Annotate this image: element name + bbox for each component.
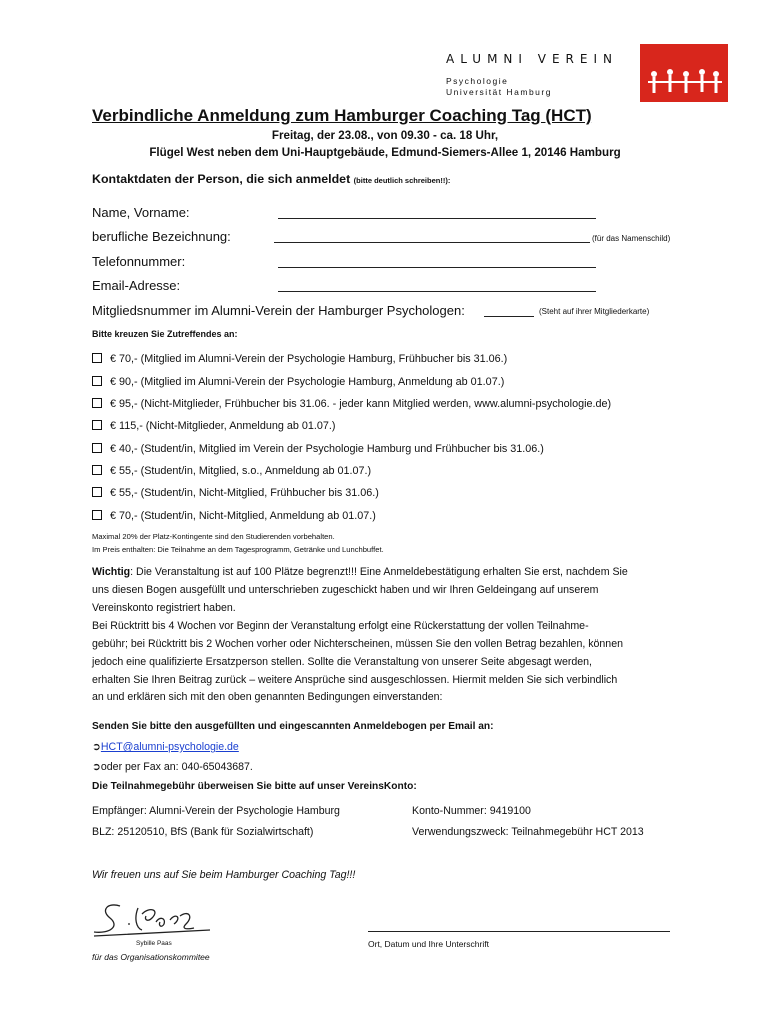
option-label: € 95,- (Nicht-Mitglieder, Frühbucher bis 31.06. - jeder kann Mitglied werden, www.alumni-psychologie.de) [110,398,612,410]
logo-title: ALUMNI VEREIN [446,52,618,66]
contact-heading [92,172,450,186]
event-date: Freitag, der 23.08., von 09.30 - ca. 18 Uhr, [271,129,499,142]
member-input-line[interactable] [484,316,534,317]
page-title: Verbindliche Anmeldung zum Hamburger Coaching Tag (HCT) [92,106,592,125]
signature-name: Sybille Paas [136,940,172,947]
option-label: € 55,- (Student/in, Mitglied, s.o., Anmeldung ab 01.07.) [110,465,372,477]
checkbox[interactable] [92,420,102,430]
checkbox[interactable] [92,465,102,475]
send-fax-row [92,761,253,773]
option-label: € 70,- (Student/in, Nicht-Mitglied, Anmeldung ab 01.07.) [110,510,376,522]
signature-image [90,900,220,940]
name-input-line[interactable] [278,218,596,219]
closing-text: Wir freuen uns auf Sie beim Hamburger Coaching Tag!!! [92,869,356,881]
logo-line1: Psychologie [446,76,509,86]
bank-heading: Die Teilnahmegebühr überweisen Sie bitte auf unser VereinsKonto: [92,781,417,792]
note-included: Im Preis enthalten: Die Teilnahme an dem Tagesprogramm, Getränke und Lunchbuffet. [92,545,384,554]
option-label: € 115,- (Nicht-Mitglieder, Anmeldung ab 01.07.) [110,420,336,432]
signature-label: Ort, Datum und Ihre Unterschrift [368,939,489,949]
important-line: jedoch eine qualifizierte Ersatzperson stellen. Sollte die Veranstaltung von unserer Seite abgesagt werden, [92,656,592,668]
option-label: € 70,- (Mitglied im Alumni-Verein der Psychologie Hamburg, Frühbucher bis 31.06.) [110,353,508,365]
important-line: an und erklären sich mit den oben genannten Bedingungen einverstanden: [92,691,443,703]
checkbox[interactable] [92,510,102,520]
option-label: € 55,- (Student/in, Nicht-Mitglied, Frühbucher bis 31.06.) [110,487,379,499]
arrow-right-icon: ➲ [92,761,101,773]
field-label-phone: Telefonnummer: [92,254,186,269]
important-line: erhalten Sie Ihren Beitrag zurück – weitere Ansprüche sind ausgeschlossen. Hiermit melden Sie sich verbindlich [92,674,618,686]
member-hint: (Steht auf ihrer Mitgliederkarte) [539,307,650,316]
option-row[interactable] [92,420,335,432]
signature-input-line[interactable] [368,931,670,932]
important-line: Bei Rücktritt bis 4 Wochen vor Beginn der Veranstaltung erfolgt eine Rückerstattung der vollen Teilnahme- [92,620,589,632]
option-row[interactable] [92,443,544,455]
field-label-job: berufliche Bezeichnung: [92,229,231,244]
important-line: uns diesen Bogen ausgefüllt und unterschrieben zugeschickt haben und wir Ihren Geldeingang auf unserem [92,584,599,596]
bank-blz: BLZ: 25120510, BfS (Bank für Sozialwirtschaft) [92,826,314,838]
option-row[interactable] [92,398,611,410]
contact-heading-text: Kontaktdaten der Person, die sich anmeldet [92,172,351,186]
checkbox[interactable] [92,398,102,408]
important-line: Vereinskonto registriert haben. [92,602,236,614]
bank-purpose: Verwendungszweck: Teilnahmegebühr HCT 2013 [412,826,644,838]
bank-recipient: Empfänger: Alumni-Verein der Psychologie Hamburg [92,805,340,817]
important-text: : Die Veranstaltung ist auf 100 Plätze begrenzt!!! Eine Anmeldebestätigung erhalten Sie erst, nachdem Sie [130,566,628,578]
note-quota: Maximal 20% der Platz-Kontingente sind den Studierenden vorbehalten. [92,532,335,541]
option-label: € 90,- (Mitglied im Alumni-Verein der Psychologie Hamburg, Anmeldung ab 01.07.) [110,376,505,388]
job-hint: (für das Namenschild) [592,234,671,243]
phone-input-line[interactable] [278,267,596,268]
send-heading: Senden Sie bitte den ausgefüllten und eingescannten Anmeldebogen per Email an: [92,721,494,732]
option-row[interactable] [92,376,504,388]
send-email-row [92,741,239,753]
contact-heading-hint: (bitte deutlich schreiben!!): [353,176,451,185]
important-line [92,566,628,578]
checkbox[interactable] [92,353,102,363]
email-input-line[interactable] [278,291,596,292]
people-figures-icon [640,44,728,102]
important-label: Wichtig [92,566,131,578]
important-line: gebühr; bei Rücktritt bis 2 Wochen vorher oder Nichterscheinen, müssen Sie den vollen Betrag bezahlen, können [92,638,623,650]
checkbox[interactable] [92,376,102,386]
fax-text: oder per Fax an: 040-65043687. [100,761,253,773]
bank-account: Konto-Nummer: 9419100 [412,805,531,817]
field-label-name: Name, Vorname: [92,205,190,220]
option-row[interactable] [92,353,507,365]
option-label: € 40,- (Student/in, Mitglied im Verein der Psychologie Hamburg und Frühbucher bis 31.06.) [110,443,544,455]
member-label: Mitgliedsnummer im Alumni-Verein der Hamburger Psychologen: [92,303,465,318]
arrow-right-icon: ➲ [92,741,101,753]
field-label-email: Email-Adresse: [92,278,181,293]
option-row[interactable] [92,510,376,522]
signature-role: für das Organisationskommitee [92,952,210,962]
checkbox[interactable] [92,443,102,453]
email-link[interactable]: HCT@alumni-psychologie.de [100,741,239,753]
choose-label: Bitte kreuzen Sie Zutreffendes an: [92,329,238,339]
logo-emblem [640,44,728,102]
job-input-line[interactable] [274,242,590,243]
logo-line2: Universität Hamburg [446,87,552,97]
event-location: Flügel West neben dem Uni-Hauptgebäude, Edmund-Siemers-Allee 1, 20146 Hamburg [149,146,621,159]
checkbox[interactable] [92,487,102,497]
option-row[interactable] [92,465,371,477]
option-row[interactable] [92,487,379,499]
